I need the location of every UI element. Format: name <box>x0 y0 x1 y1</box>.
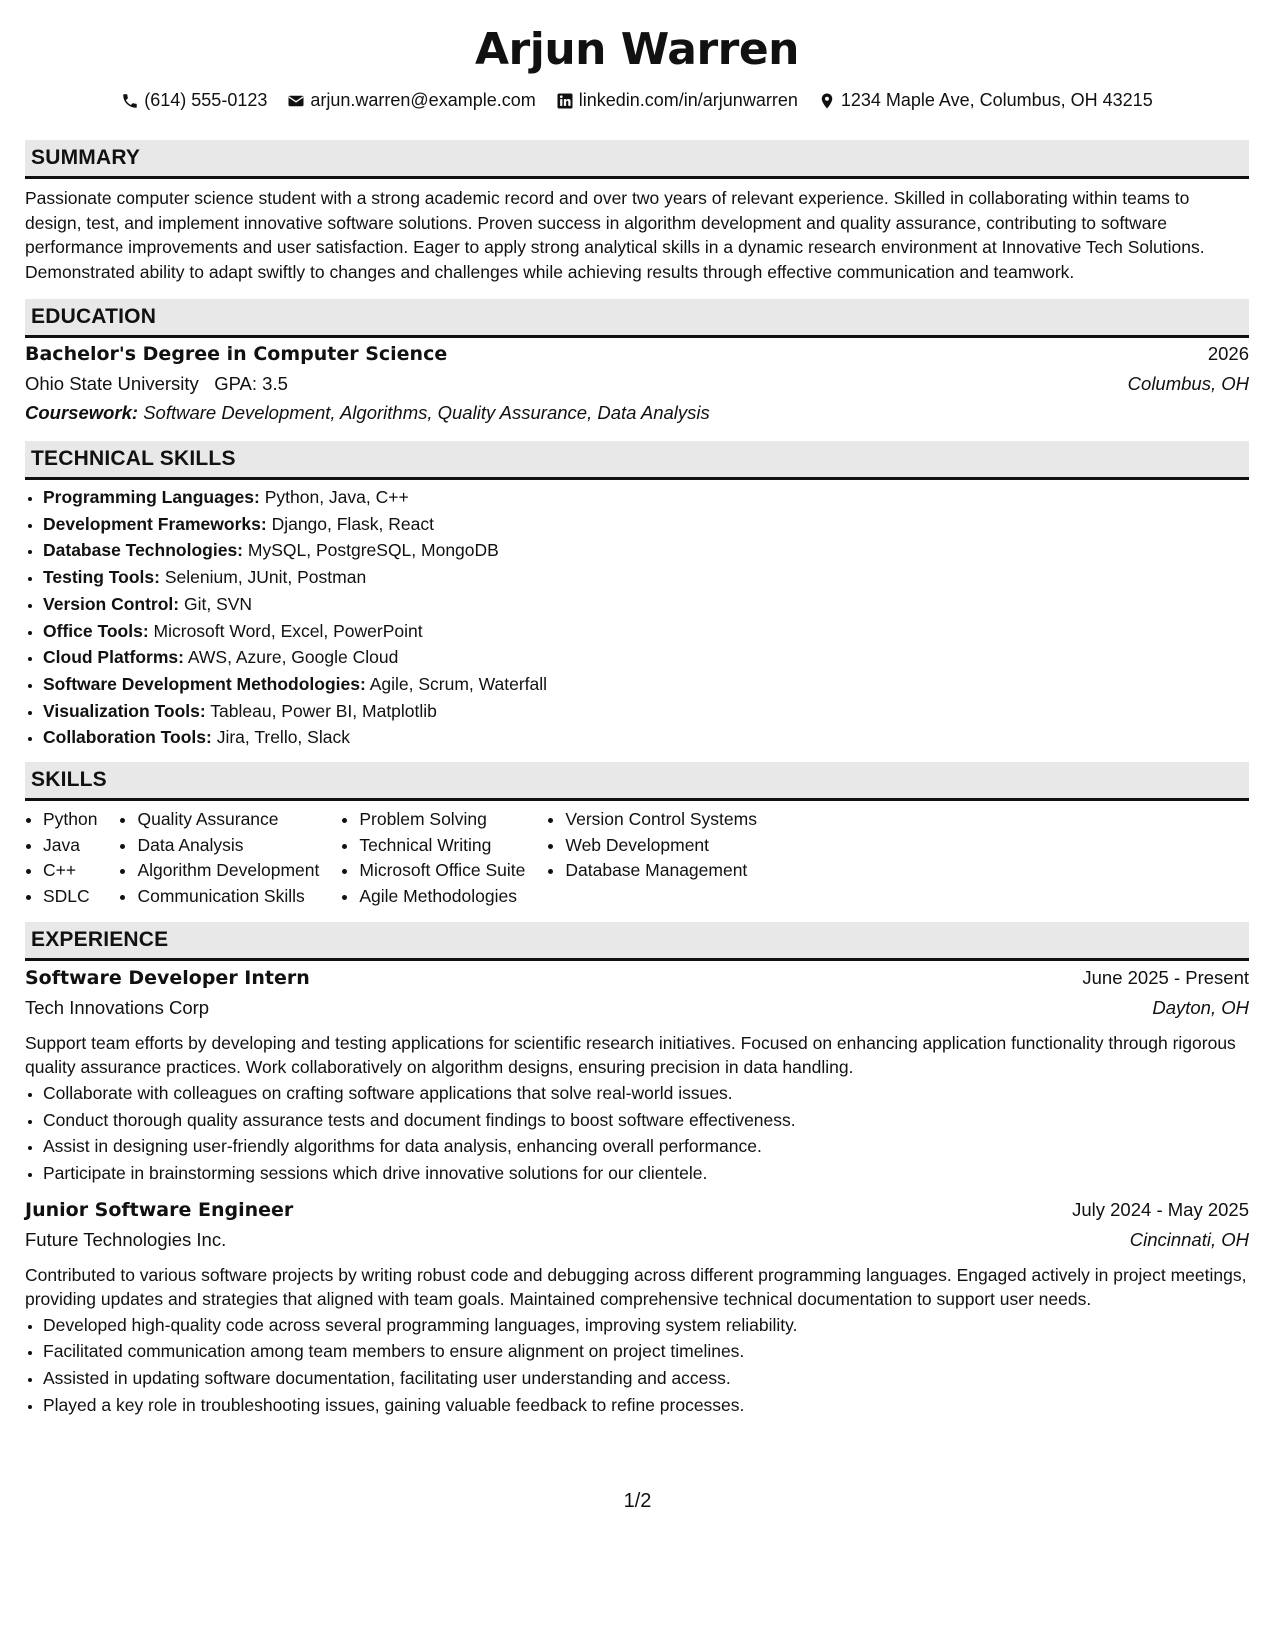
section-heading-technical-skills: TECHNICAL SKILLS <box>25 441 1249 480</box>
skill-item: • Data Analysis <box>137 833 319 859</box>
skills-column <box>547 807 757 910</box>
coursework-line <box>25 402 1249 433</box>
school-line <box>25 373 288 395</box>
technical-skill-label: Programming Languages: <box>43 487 260 507</box>
gpa: GPA: 3.5 <box>214 373 288 394</box>
job-bullet: • Developed high-quality code across several programming languages, improving system reliability. <box>43 1312 1249 1339</box>
skill-item: • Algorithm Development <box>137 858 319 884</box>
skills-column <box>25 807 97 910</box>
contact-phone <box>121 90 267 111</box>
technical-skill-value: Django, Flask, React <box>271 513 434 534</box>
skill-item: • Quality Assurance <box>137 807 319 833</box>
candidate-name: Arjun Warren <box>474 24 800 75</box>
technical-skill-label: Software Development Methodologies: <box>43 673 366 694</box>
technical-skill-label: Version Control: <box>43 593 180 614</box>
technical-skills-list <box>25 484 1249 751</box>
job-bullet: • Assist in designing user-friendly algorithms for data analysis, enhancing overall performance. <box>43 1133 1249 1160</box>
job-title: Junior Software Engineer <box>25 1198 294 1221</box>
school-location: Columbus, OH <box>1127 373 1249 394</box>
skill-item: • SDLC <box>43 884 97 910</box>
map-pin-icon <box>818 92 836 110</box>
resume-page <box>25 0 1249 1418</box>
technical-skill-item <box>43 618 1249 645</box>
page-number: 1/2 <box>623 1490 652 1512</box>
technical-skill-label: Cloud Platforms: <box>43 647 184 668</box>
skill-item: • Technical Writing <box>359 833 525 859</box>
skills-column <box>341 807 525 910</box>
technical-skill-label: Development Frameworks: <box>43 513 267 534</box>
section-heading-experience: EXPERIENCE <box>25 922 1249 961</box>
coursework-label: Coursework: <box>25 402 139 423</box>
skills-column <box>119 807 319 910</box>
technical-skill-label: Visualization Tools: <box>43 700 206 721</box>
technical-skill-item <box>43 537 1249 564</box>
technical-skill-value: Agile, Scrum, Waterfall <box>369 673 548 694</box>
job-dates: June 2025 - Present <box>1082 966 1249 988</box>
summary-text: Passionate computer science student with a strong academic record and over two years of relevant experience. Skilled in collaborating within teams to design, test, and implement innovative software solutions. Proven success in algorithm development and quality assurance, contributing to software performance improvements and user satisfaction. Eager to apply strong analytical skills in a dynamic research environment at Innovative Tech Solutions. Demonstrated ability to adapt swiftly to changes and challenges while achieving results through effective communication and teamwork. <box>25 188 1205 282</box>
job-bullet: • Played a key role in troubleshooting issues, gaining valuable feedback to refine processes. <box>43 1392 1249 1419</box>
technical-skill-value: Jira, Trello, Slack <box>216 727 350 748</box>
job-bullet: • Collaborate with colleagues on crafting software applications that solve real-world issues. <box>43 1080 1249 1107</box>
job-bullet: • Assisted in updating software documentation, facilitating user understanding and access. <box>43 1365 1249 1392</box>
linkedin-link[interactable]: linkedin.com/in/arjunwarren <box>578 90 798 110</box>
technical-skill-value: Microsoft Word, Excel, PowerPoint <box>153 620 423 641</box>
skills-grid <box>25 807 1249 910</box>
skill-item: • Communication Skills <box>137 884 319 910</box>
job-bullets <box>25 1080 1249 1187</box>
technical-skill-item <box>43 644 1249 671</box>
section-heading-education: EDUCATION <box>25 299 1249 338</box>
skill-item: • C++ <box>43 858 97 884</box>
company-name: Future Technologies Inc. <box>25 1228 227 1250</box>
technical-skill-value: Git, SVN <box>184 593 253 614</box>
coursework-list: Software Development, Algorithms, Quality Assurance, Data Analysis <box>143 402 710 423</box>
job-entry <box>25 967 1249 1187</box>
job-location: Dayton, OH <box>1152 996 1249 1018</box>
job-summary: Support team efforts by developing and testing applications for scientific research initiatives. Focused on enhancing application functionality through rigorous quality assurance practices. Work collaboratively on algorithm designs, ensuring precision in data handling. <box>25 1032 1236 1078</box>
job-bullets <box>25 1312 1249 1419</box>
phone-icon <box>121 92 139 110</box>
job-dates: July 2024 - May 2025 <box>1072 1198 1249 1220</box>
email-link[interactable]: arjun.warren@example.com <box>310 90 536 110</box>
skill-item: • Web Development <box>565 833 757 859</box>
skill-item: • Java <box>43 833 97 859</box>
skill-item: • Database Management <box>565 858 757 884</box>
job-bullet: • Facilitated communication among team members to ensure alignment on project timelines. <box>43 1338 1249 1365</box>
skill-item: • Version Control Systems <box>565 807 757 833</box>
technical-skill-item <box>43 724 1249 751</box>
section-heading-summary: SUMMARY <box>25 140 1249 179</box>
technical-skill-item <box>43 511 1249 538</box>
technical-skill-label: Testing Tools: <box>43 567 160 588</box>
contact-linkedin[interactable] <box>556 90 798 111</box>
experience-list <box>25 967 1249 1419</box>
linkedin-icon <box>556 92 574 110</box>
education-entry <box>25 343 1249 433</box>
job-title: Software Developer Intern <box>25 966 310 989</box>
technical-skill-value: Selenium, JUnit, Postman <box>164 567 367 588</box>
degree-title: Bachelor's Degree in Computer Science <box>25 343 448 365</box>
phone-text: (614) 555-0123 <box>144 90 268 110</box>
technical-skill-label: Office Tools: <box>43 620 149 641</box>
section-heading-skills: SKILLS <box>25 762 1249 801</box>
company-name: Tech Innovations Corp <box>25 996 210 1018</box>
graduation-year: 2026 <box>1207 343 1249 364</box>
technical-skill-item <box>43 591 1249 618</box>
job-entry <box>25 1199 1249 1419</box>
skill-item: • Agile Methodologies <box>359 884 525 910</box>
job-bullet: • Conduct thorough quality assurance tests and document findings to boost software effectiveness. <box>43 1107 1249 1134</box>
technical-skill-value: Tableau, Power BI, Matplotlib <box>210 700 437 721</box>
technical-skill-item <box>43 564 1249 591</box>
technical-skill-value: MySQL, PostgreSQL, MongoDB <box>247 540 499 561</box>
contact-bar <box>25 90 1249 111</box>
job-bullet: • Participate in brainstorming sessions which drive innovative solutions for our clientele. <box>43 1160 1249 1187</box>
contact-email[interactable] <box>287 90 535 111</box>
skill-item: • Microsoft Office Suite <box>359 858 525 884</box>
address-text: 1234 Maple Ave, Columbus, OH 43215 <box>840 90 1153 110</box>
technical-skill-item <box>43 698 1249 725</box>
technical-skill-value: Python, Java, C++ <box>264 487 409 507</box>
skill-item: • Problem Solving <box>359 807 525 833</box>
skill-item: • Python <box>43 807 97 833</box>
school-name: Ohio State University <box>25 373 199 394</box>
technical-skill-value: AWS, Azure, Google Cloud <box>187 647 399 668</box>
technical-skill-item <box>43 671 1249 698</box>
technical-skill-item <box>43 484 1249 511</box>
envelope-icon <box>287 92 305 110</box>
contact-address <box>818 90 1153 111</box>
job-location: Cincinnati, OH <box>1129 1228 1249 1250</box>
technical-skill-label: Collaboration Tools: <box>43 727 212 748</box>
job-summary: Contributed to various software projects by writing robust code and debugging across different programming languages. Engaged actively in project meetings, providing updates and strategies that aligned with team goals. Maintained comprehensive technical documentation to support user needs. <box>25 1264 1247 1310</box>
technical-skill-label: Database Technologies: <box>43 540 244 561</box>
